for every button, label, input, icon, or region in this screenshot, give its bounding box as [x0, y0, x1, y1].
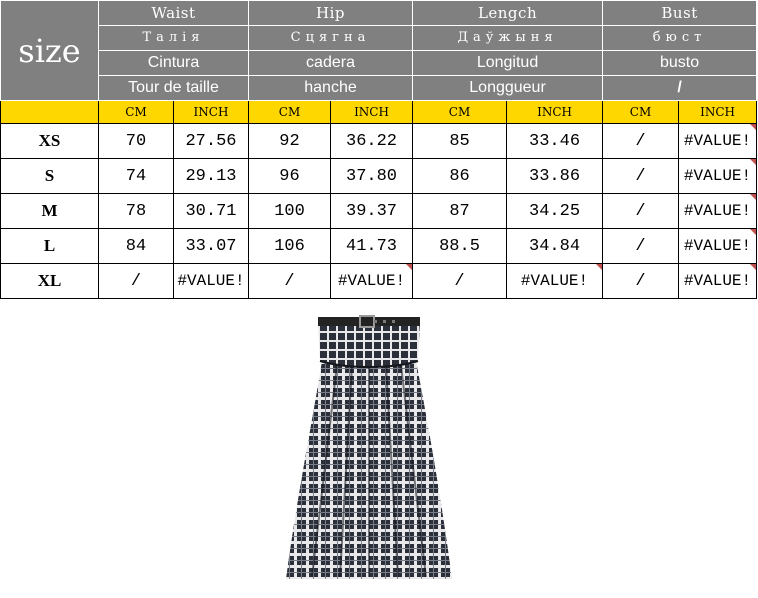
cell-value: 96 [279, 166, 300, 186]
cell-length-inch [507, 159, 603, 194]
header-hip-cyrillic: Сцягна [249, 26, 413, 51]
cell-length-cm [413, 229, 507, 264]
cell-waist-cm [99, 159, 174, 194]
cell-waist-inch [174, 264, 249, 299]
unit-row-blank [1, 101, 99, 124]
cell-bust-inch [679, 124, 757, 159]
cell-length-inch [507, 194, 603, 229]
header-waist-spanish: Cintura [99, 51, 249, 76]
size-label: M [1, 194, 99, 229]
cell-value: 88.5 [439, 236, 480, 256]
cell-value: #VALUE! [683, 132, 752, 150]
cell-value: 33.46 [529, 131, 581, 151]
cell-value: / [454, 271, 465, 291]
cell-hip-inch [331, 124, 413, 159]
size-label: S [1, 159, 99, 194]
cell-waist-cm [99, 264, 174, 299]
header-hip-spanish: cadera [249, 51, 413, 76]
cell-value: #VALUE! [683, 272, 752, 290]
header-length-french: Longgueur [413, 76, 603, 101]
cell-value: / [635, 166, 646, 186]
cell-value: #VALUE! [683, 202, 752, 220]
cell-hip-cm [249, 159, 331, 194]
error-marker-icon [406, 264, 412, 270]
cell-value: 30.71 [185, 201, 237, 221]
table-row [1, 159, 757, 194]
cell-length-cm [413, 264, 507, 299]
table-row [1, 264, 757, 299]
cell-length-inch [507, 264, 603, 299]
cell-value: 70 [125, 131, 147, 151]
cell-value: 78 [125, 201, 147, 221]
cell-value: 33.86 [529, 166, 581, 186]
error-marker-icon [750, 229, 756, 235]
unit-length-cm: CM [413, 101, 507, 124]
error-marker-icon [750, 194, 756, 200]
cell-value: 85 [449, 131, 470, 151]
unit-length-inch: INCH [507, 101, 603, 124]
header-bust: Bust [603, 1, 757, 26]
cell-length-cm [413, 194, 507, 229]
cell-length-inch [507, 124, 603, 159]
cell-length-cm [413, 124, 507, 159]
cell-bust-inch [679, 159, 757, 194]
header-hip: Hip [249, 1, 413, 26]
cell-value: 100 [274, 201, 305, 221]
unit-waist-cm: CM [99, 101, 174, 124]
header-waist-cyrillic: Талія [99, 26, 249, 51]
cell-waist-inch [174, 229, 249, 264]
cell-hip-inch [331, 159, 413, 194]
cell-value: #VALUE! [683, 237, 752, 255]
table-row [1, 229, 757, 264]
cell-value: / [635, 131, 646, 151]
plaid-skirt-image [282, 313, 456, 589]
cell-hip-inch [331, 264, 413, 299]
cell-value: #VALUE! [177, 272, 245, 290]
cell-value: 92 [279, 131, 300, 151]
cell-value: 39.37 [346, 201, 398, 221]
size-label: XL [1, 264, 99, 299]
cell-value: / [284, 271, 295, 291]
cell-value: #VALUE! [337, 272, 406, 290]
plaid-skirt-with-belt-icon [282, 313, 456, 589]
error-marker-icon [750, 124, 756, 130]
cell-value: 86 [449, 166, 470, 186]
cell-hip-inch [331, 229, 413, 264]
cell-value: 84 [125, 236, 147, 256]
cell-value: 74 [125, 166, 147, 186]
cell-value: / [635, 201, 646, 221]
table-row [1, 124, 757, 159]
cell-waist-cm [99, 124, 174, 159]
cell-value: #VALUE! [520, 272, 589, 290]
cell-value: 87 [449, 201, 470, 221]
cell-bust-cm [603, 264, 679, 299]
header-bust-french: / [603, 76, 757, 101]
cell-value: / [635, 271, 646, 291]
header-bust-spanish: busto [603, 51, 757, 76]
cell-bust-cm [603, 229, 679, 264]
cell-value: #VALUE! [683, 167, 752, 185]
cell-value: 27.56 [185, 131, 237, 151]
size-chart-table [0, 0, 757, 299]
cell-hip-cm [249, 229, 331, 264]
cell-bust-cm [603, 194, 679, 229]
header-hip-french: hanche [249, 76, 413, 101]
cell-value: / [130, 271, 142, 291]
table-row [1, 194, 757, 229]
cell-value: 34.84 [529, 236, 581, 256]
cell-value: 106 [274, 236, 305, 256]
cell-value: / [635, 236, 646, 256]
error-marker-icon [750, 264, 756, 270]
cell-waist-cm [99, 194, 174, 229]
header-waist-french: Tour de taille [99, 76, 249, 101]
header-length: Lengch [413, 1, 603, 26]
header-waist: Waist [99, 1, 249, 26]
size-corner-label: size [1, 1, 99, 101]
cell-value: 41.73 [346, 236, 398, 256]
unit-hip-cm: CM [249, 101, 331, 124]
cell-value: 37.80 [346, 166, 398, 186]
cell-value: 36.22 [346, 131, 398, 151]
cell-hip-cm [249, 124, 331, 159]
size-label: XS [1, 124, 99, 159]
cell-bust-inch [679, 264, 757, 299]
cell-value: 34.25 [529, 201, 581, 221]
cell-bust-inch [679, 229, 757, 264]
cell-waist-cm [99, 229, 174, 264]
cell-hip-inch [331, 194, 413, 229]
error-marker-icon [750, 159, 756, 165]
cell-length-inch [507, 229, 603, 264]
header-bust-cyrillic: бюст [603, 26, 757, 51]
cell-bust-inch [679, 194, 757, 229]
unit-bust-cm: CM [603, 101, 679, 124]
cell-value: 33.07 [185, 236, 237, 256]
cell-waist-inch [174, 159, 249, 194]
cell-bust-cm [603, 124, 679, 159]
unit-waist-inch: INCH [174, 101, 249, 124]
size-label: L [1, 229, 99, 264]
cell-hip-cm [249, 194, 331, 229]
cell-value: 29.13 [185, 166, 237, 186]
header-length-spanish: Longitud [413, 51, 603, 76]
cell-waist-inch [174, 124, 249, 159]
unit-bust-inch: INCH [679, 101, 757, 124]
cell-length-cm [413, 159, 507, 194]
cell-waist-inch [174, 194, 249, 229]
cell-hip-cm [249, 264, 331, 299]
cell-bust-cm [603, 159, 679, 194]
unit-hip-inch: INCH [331, 101, 413, 124]
error-marker-icon [596, 264, 602, 270]
header-length-cyrillic: Даўжыня [413, 26, 603, 51]
